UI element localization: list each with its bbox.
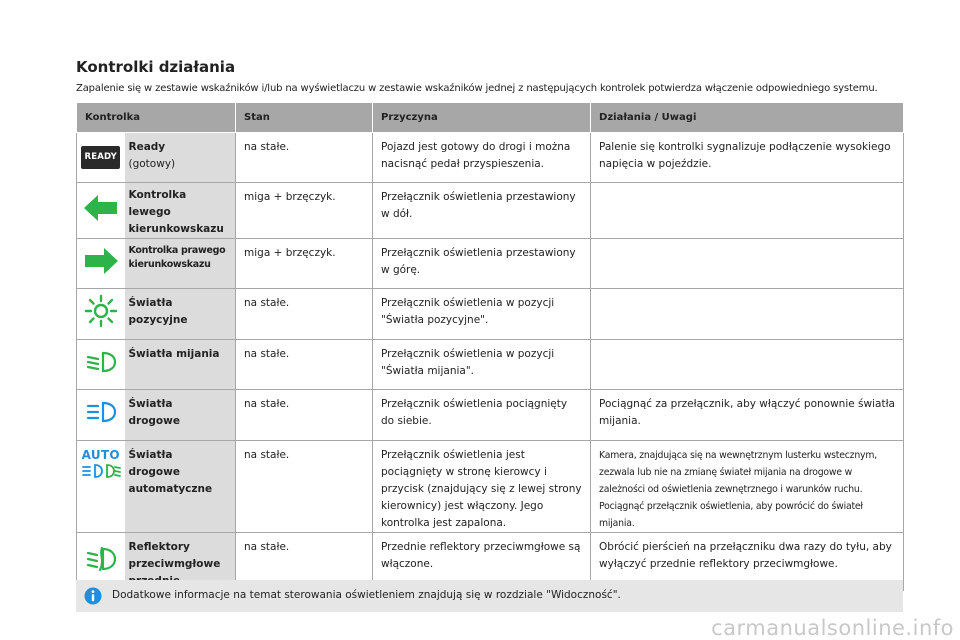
light-name: Reflektory przeciwmgłowe — [125, 533, 236, 591]
light-state: na stałe. — [236, 133, 373, 183]
light-action — [591, 289, 904, 340]
light-name: Światła drogowe — [125, 390, 236, 441]
auto-label: AUTO — [81, 448, 120, 462]
ready-icon: READY — [81, 146, 120, 169]
left-turn-arrow-icon — [83, 193, 119, 223]
auto-high-beam-icon — [81, 463, 121, 479]
light-name: Światła pozycyjne — [125, 289, 236, 340]
light-action — [591, 340, 904, 390]
light-state: na stałe. — [236, 340, 373, 390]
light-cause: Przełącznik oświetlenia przestawiony w górę. — [373, 239, 591, 289]
info-text: Dodatkowe informacje na temat sterowania oświetleniem znajdują się w rozdziale "Widoczność". — [112, 589, 621, 601]
header-kontrolka: Kontrolka — [77, 103, 236, 133]
light-state: na stałe. — [236, 390, 373, 441]
light-name-sub: (gotowy) — [128, 158, 176, 170]
light-cause: Pojazd jest gotowy do drogi i można nacisnąć pedał przyspieszenia. — [373, 133, 591, 183]
info-icon — [84, 587, 102, 605]
position-lights-icon — [84, 294, 118, 328]
light-cause: Przełącznik oświetlenia przestawiony w dół. — [373, 183, 591, 239]
light-action: Kamera, znajdująca się na wewnętrznym lusterku wstecznym, zezwala lub nie na zmianę świateł mijania na drogowe w zależności od oświetlenia zewnętrznego i warunków ruchu. Pociągnąć przełącznik oświetlenia, aby powrócić do świateł mijania. — [591, 441, 904, 533]
table-row — [77, 340, 904, 390]
light-name: Ready — [128, 141, 166, 153]
info-box — [76, 580, 903, 612]
light-state: na stałe. — [236, 533, 373, 591]
table-row — [77, 239, 904, 289]
header-stan: Stan — [236, 103, 373, 133]
table-row — [77, 183, 904, 239]
intro-text: Zapalenie się w zestawie wskaźników i/lub na wyświetlaczu w zestawie wskaźników jednej z następujących kontrolek potwierdza włączenie odpowiedniego systemu. — [76, 83, 878, 94]
header-przyczyna: Przyczyna — [373, 103, 591, 133]
light-action — [591, 183, 904, 239]
warning-lights-table — [76, 102, 904, 591]
table-row — [77, 390, 904, 441]
light-cause: Przełącznik oświetlenia pociągnięty do siebie. — [373, 390, 591, 441]
light-name: Kontrolka prawego kierunkowskazu — [125, 239, 236, 289]
watermark: carmanualsonline.info — [711, 616, 954, 640]
header-dzialania: Działania / Uwagi — [591, 103, 904, 133]
light-name: Światła drogowe automatyczne — [125, 441, 236, 533]
page-title: Kontrolki działania — [76, 58, 236, 76]
light-cause: Przednie reflektory przeciwmgłowe są włączone. — [373, 533, 591, 591]
high-beam-icon — [85, 401, 117, 423]
table-row — [77, 441, 904, 533]
light-state: miga + brzęczyk. — [236, 183, 373, 239]
light-action — [591, 239, 904, 289]
light-name: Kontrolka lewego kierunkowskazu — [125, 183, 236, 239]
right-turn-arrow-icon — [83, 246, 119, 276]
light-state: na stałe. — [236, 441, 373, 533]
light-action: Obrócić pierścień na przełączniku dwa razy do tyłu, aby wyłączyć przednie reflektory przeciwmgłowe. — [591, 533, 904, 591]
low-beam-icon — [85, 351, 117, 373]
table-row — [77, 289, 904, 340]
light-cause: Przełącznik oświetlenia jest pociągnięty w stronę kierowcy i przycisk (znajdujący się z lewej strony kierownicy) jest włączony. Jego kontrolka jest zapalona. — [373, 441, 591, 533]
light-name: Światła mijania — [125, 340, 236, 390]
light-action: Palenie się kontrolki sygnalizuje podłączenie wysokiego napięcia w pojeździe. — [591, 133, 904, 183]
light-state: miga + brzęczyk. — [236, 239, 373, 289]
table-header-row — [77, 103, 904, 133]
front-fog-lights-icon — [85, 546, 117, 572]
light-cause: Przełącznik oświetlenia w pozycji "Światła pozycyjne". — [373, 289, 591, 340]
light-cause: Przełącznik oświetlenia w pozycji "Światła mijania". — [373, 340, 591, 390]
light-state: na stałe. — [236, 289, 373, 340]
light-action: Pociągnąć za przełącznik, aby włączyć ponownie światła mijania. — [591, 390, 904, 441]
table-row — [77, 133, 904, 183]
